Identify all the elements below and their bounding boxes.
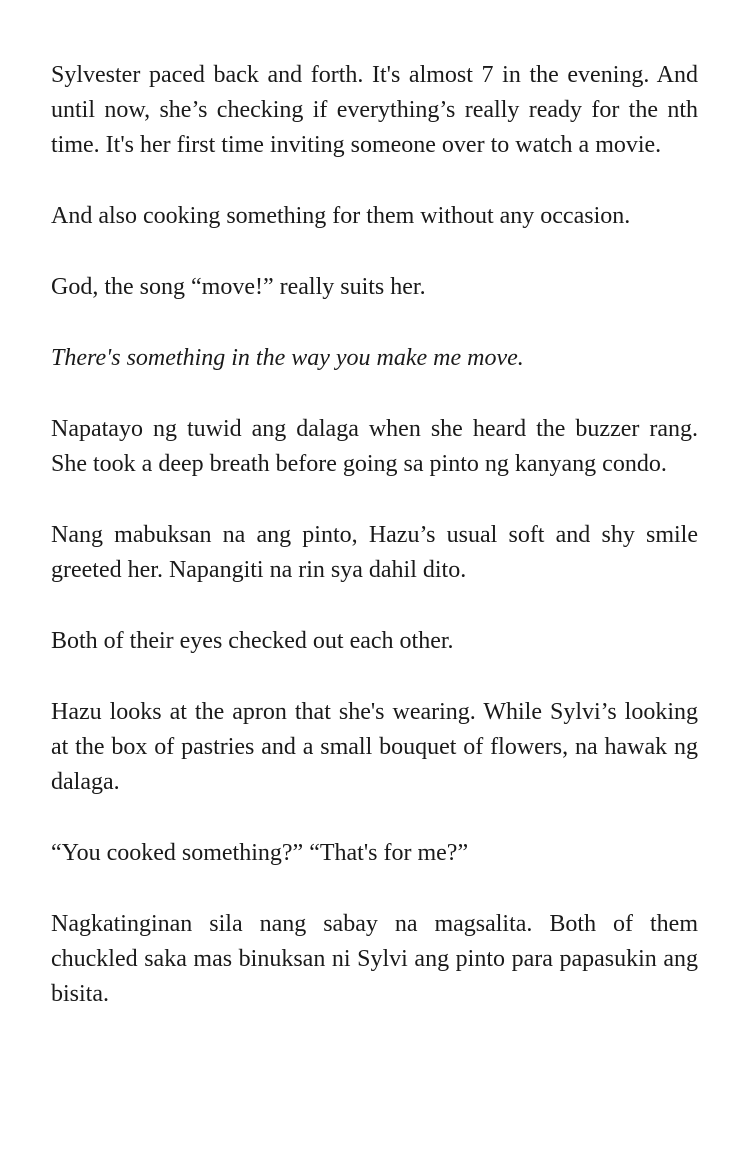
paragraph-6: Nang mabuksan na ang pinto, Hazu’s usual soft and shy smile greeted her. Napangiti na rin sya dahil dito. [51, 522, 698, 583]
paragraph-8: Hazu looks at the apron that she's wearing. While Sylvi’s looking at the box of pastries and a small bouquet of flowers, na hawak ng dalaga. [51, 699, 698, 795]
paragraph-3: God, the song “move!” really suits her. [51, 274, 426, 300]
paragraph-2: And also cooking something for them without any occasion. [51, 203, 631, 229]
story-text [51, 58, 698, 1048]
paragraph-1: Sylvester paced back and forth. It's almost 7 in the evening. And until now, she’s checking if everything’s really ready for the nth time. It's her first time inviting someone over to watch a movie. [51, 62, 698, 158]
paragraph-4-lyric: There's something in the way you make me move. [51, 345, 524, 371]
paragraph-5: Napatayo ng tuwid ang dalaga when she heard the buzzer rang. She took a deep breath before going sa pinto ng kanyang condo. [51, 416, 698, 477]
paragraph-9-dialogue: “You cooked something?” “That's for me?” [51, 840, 469, 866]
paragraph-10: Nagkatinginan sila nang sabay na magsalita. Both of them chuckled saka mas binuksan ni Sylvi ang pinto para papasukin ang bisita. [51, 911, 698, 1007]
paragraph-7: Both of their eyes checked out each other. [51, 628, 454, 654]
